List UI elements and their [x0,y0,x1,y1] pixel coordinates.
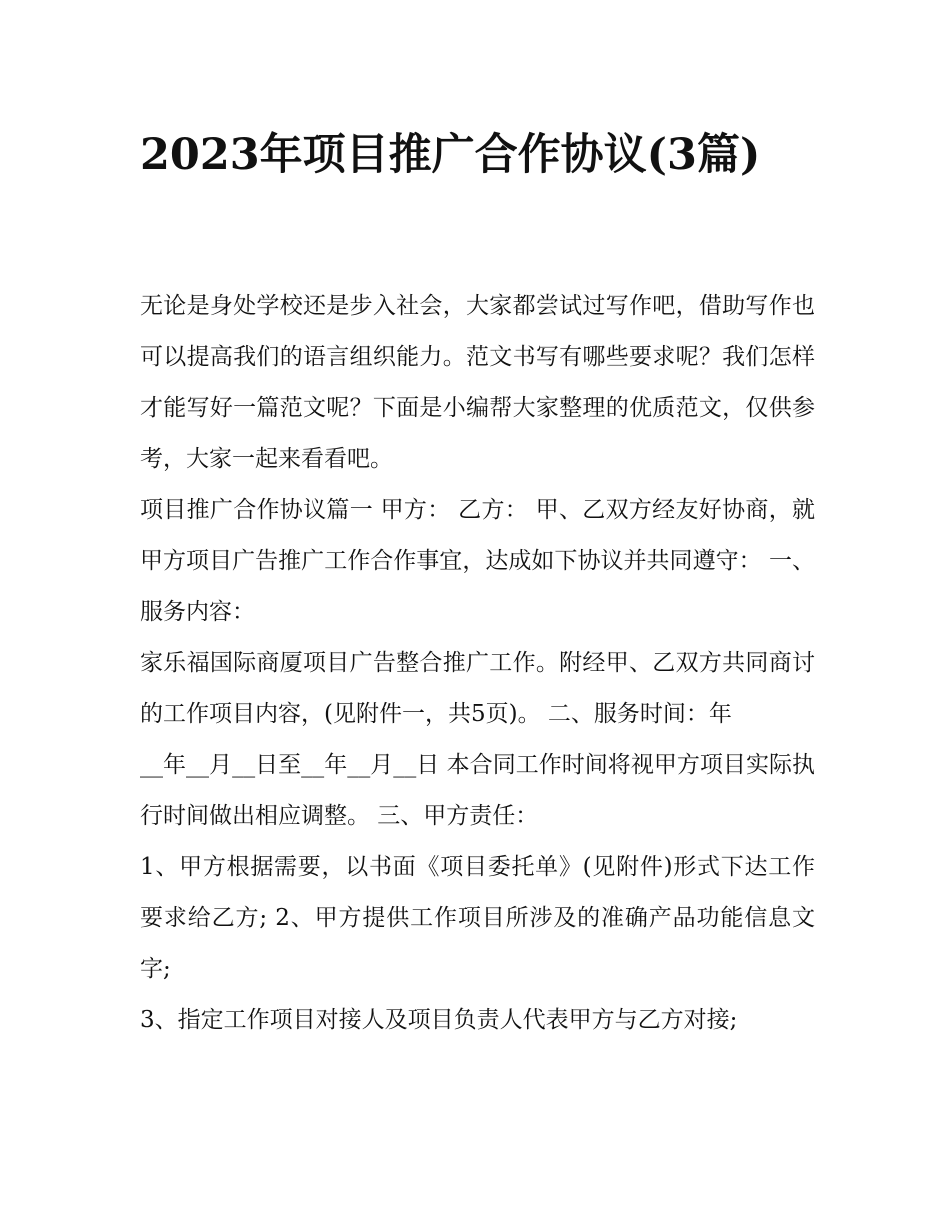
document-title: 2023年项目推广合作协议(3篇) [140,130,761,180]
document-body [140,281,815,1046]
service-time-paragraph: __年__月__日至__年__月__日 本合同工作时间将视甲方项目实际执行时间做出相应调整。 三、甲方责任： [140,752,815,829]
intro-paragraph: 无论是身处学校还是步入社会，大家都尝试过写作吧，借助写作也可以提高我们的语言组织能力。范文书写有哪些要求呢？我们怎样才能写好一篇范文呢？下面是小编帮大家整理的优质范文，仅供参考，大家一起来看看吧。 [140,293,815,472]
service-content-paragraph: 家乐福国际商厦项目广告整合推广工作。附经甲、乙双方共同商讨的工作项目内容，(见附件一，共5页)。 二、服务时间：年 [140,650,815,727]
party-a-duties-paragraph: 1、甲方根据需要，以书面《项目委托单》(见附件)形式下达工作要求给乙方; 2、甲方提供工作项目所涉及的准确产品功能信息文字; [140,854,815,982]
contact-person-paragraph: 3、指定工作项目对接人及项目负责人代表甲方与乙方对接; [140,1007,738,1033]
agreement-parties-paragraph: 项目推广合作协议篇一 甲方： 乙方： 甲、乙双方经友好协商，就甲方项目广告推广工作合作事宜，达成如下协议并共同遵守： 一、服务内容： [140,497,815,625]
